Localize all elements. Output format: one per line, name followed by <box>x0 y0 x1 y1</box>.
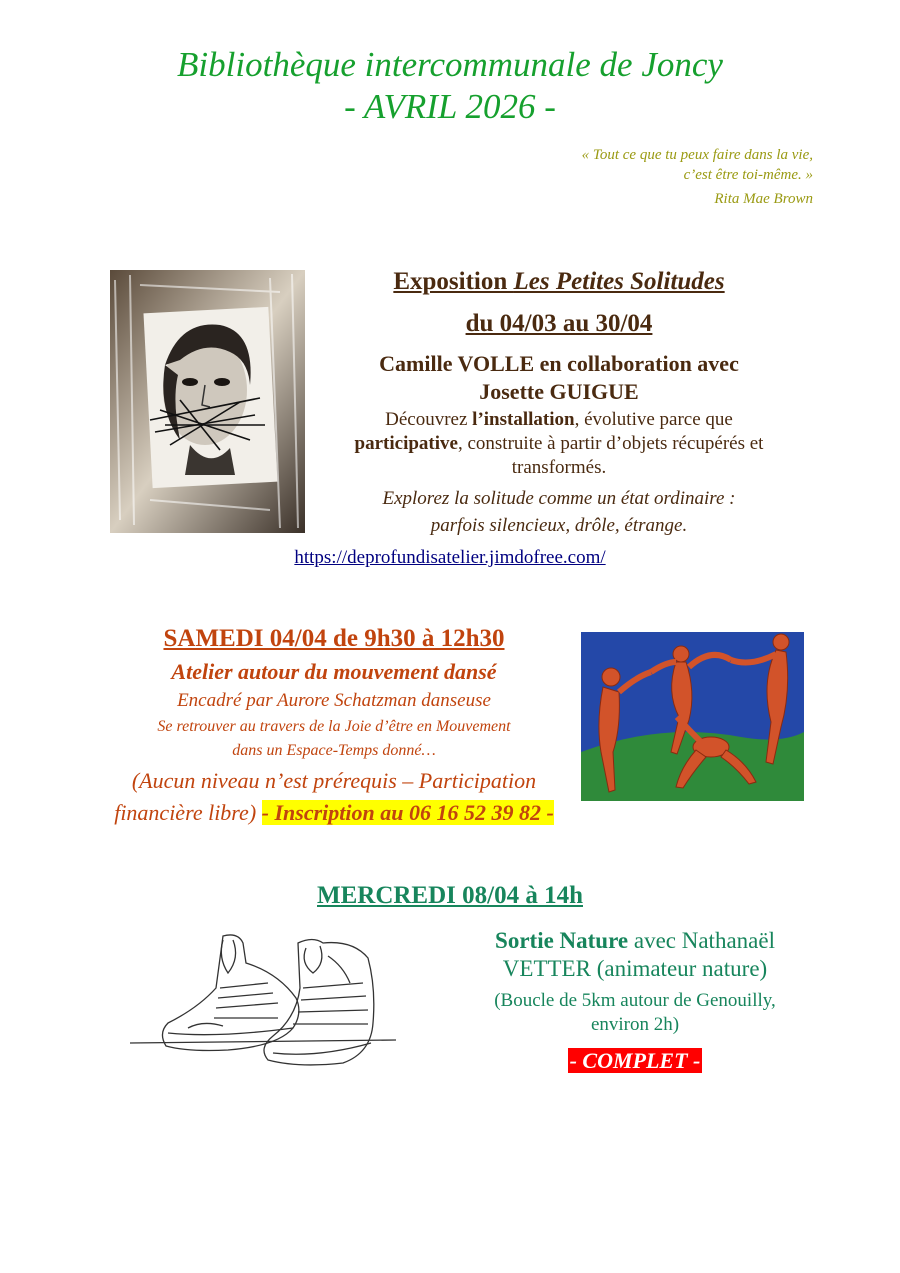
boots-drawing-image <box>128 928 398 1073</box>
page-title <box>0 44 900 128</box>
sortie-date: MERCREDI 08/04 à 14h <box>317 882 583 909</box>
sortie-title-rest: avec Nathanaël <box>628 928 775 953</box>
sortie-status-wrap <box>465 1047 805 1075</box>
exhibition-artwork-image <box>110 270 305 533</box>
atelier-description <box>88 715 580 763</box>
sortie-title <box>465 927 805 983</box>
atelier-inscription: - Inscription au 06 16 52 39 82 - <box>261 800 554 825</box>
artists-line-1: Camille VOLLE en collaboration avec <box>379 351 739 376</box>
sortie-title-bold: Sortie Nature <box>495 928 629 953</box>
tagline-line-1: Explorez la solitude comme un état ordinaire : <box>382 488 736 509</box>
atelier-desc-line-2: dans un Espace-Temps donné… <box>232 742 436 759</box>
desc-part-3: , évolutive parce que <box>574 409 733 430</box>
quote-line-1: « Tout ce que tu peux faire dans la vie, <box>581 147 813 163</box>
atelier-lead: Encadré par Aurore Schatzman danseuse <box>177 690 491 711</box>
hiking-boots-icon <box>128 928 398 1073</box>
title-line-2: - AVRIL 2026 - <box>344 87 556 126</box>
desc-participative: participative <box>354 433 458 454</box>
desc-part-1: Découvrez <box>385 409 473 430</box>
atelier-section <box>88 622 580 829</box>
exhibition-title-name: Les Petites Solitudes <box>513 268 725 295</box>
quote-block <box>582 145 813 209</box>
exhibition-artists <box>325 350 793 406</box>
artists-line-2: Josette GUIGUE <box>479 379 639 404</box>
exhibition-tagline <box>325 485 793 539</box>
sortie-status-badge: - COMPLET - <box>569 1048 701 1073</box>
sortie-section <box>465 927 805 1075</box>
quote-author: Rita Mae Brown <box>714 191 813 207</box>
atelier-date: SAMEDI 04/04 de 9h30 à 12h30 <box>163 625 505 652</box>
tagline-line-2: parfois silencieux, drôle, étrange. <box>430 515 688 536</box>
portrait-artwork-icon <box>110 270 305 533</box>
dance-painting-image <box>581 632 804 801</box>
atelier-note-line-2: financière libre) <box>114 800 257 825</box>
exhibition-link[interactable]: https://deprofundisatelier.jimdofree.com/ <box>294 547 606 568</box>
title-line-1: Bibliothèque intercommunale de Joncy <box>177 45 723 84</box>
exhibition-section <box>325 264 793 539</box>
dancers-painting-icon <box>581 632 804 801</box>
exhibition-dates: du 04/03 au 30/04 <box>465 310 653 337</box>
exhibition-title <box>325 264 793 300</box>
sortie-details <box>465 989 805 1037</box>
sortie-detail-line-1: (Boucle de 5km autour de Genouilly, <box>494 990 776 1011</box>
exhibition-description <box>325 408 793 480</box>
exhibition-title-prefix: Exposition <box>393 268 514 295</box>
atelier-title: Atelier autour du mouvement dansé <box>171 659 497 684</box>
atelier-note-line-1: (Aucun niveau n’est prérequis – Participation <box>131 768 537 793</box>
sortie-title-line-2: VETTER (animateur nature) <box>502 956 768 981</box>
desc-part-5: , construite à partir d’objets récupérés et transformés. <box>457 433 764 478</box>
atelier-desc-line-1: Se retrouver au travers de la Joie d’être en Mouvement <box>157 718 511 735</box>
quote-line-2: c’est être toi-même. » <box>683 167 813 183</box>
atelier-note <box>88 765 580 829</box>
sortie-detail-line-2: environ 2h) <box>590 1014 680 1035</box>
desc-installation: l’installation <box>472 409 575 430</box>
